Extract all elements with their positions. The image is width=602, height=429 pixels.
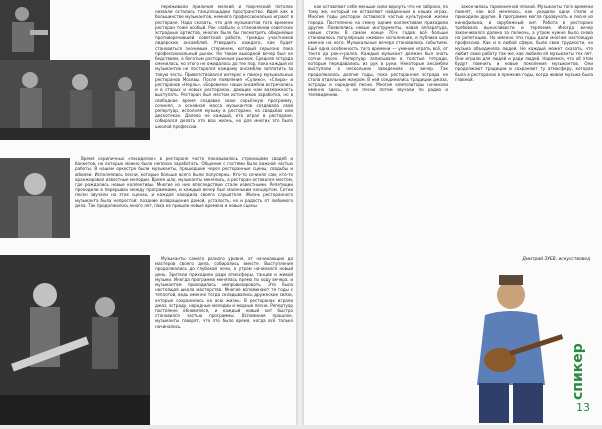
brand-logo (564, 300, 590, 408)
page-gutter (296, 0, 304, 425)
article-column-left-bottom (155, 256, 293, 422)
photo-musicians-top (0, 0, 50, 60)
article-paragraph: Время скрипичных «посиделок» в ресторане часто показывалось страницами свадеб и банкетов, но которых можно было неплохо заработать. Общение с гостями было важной частью работы. В нашем оркестре были музыканты, прошедшие через ресторанные сцены, свадьбы и юбилеи. Исполнялись песни, которые больше всего были популярны. Кто-то сочинял сам, кто-то аранжировал известные мелодии. Время шло, музыканты менялись, а ресторан оставался местом, где рождались новые коллективы. Многие из них впоследствии стали известными. Репетиции проходили в перерывах между программами, и каждый вечер был маленьким концертом. Сотни песен звучали на этих сценах, и каждая находила своего слушателя. Жизнь ресторанного музыканта была непростой: поздние возвращения домой, усталость, но и радость от любимого дела. Так продолжалось много лет, пока не пришли новые времена и новые сцены. (75, 156, 293, 208)
article-paragraph: как оставляют себе меньше сили вернуть что не забрано, по тому же, который не оставляют найденным в наших играх. Многие годы ресторан оставался частью культурной жизни города. Постепенно на смену одним коллективам приходили другие. Появлялись новые инструменты, новая аппаратура, новые стили. В самом конце 70-х годов всё больше становилось популярным «живое» исполнение, и публика шла именно на него. Музыкальные вечера становились событием. Ещё одна особенность того времени — умение играть всё, от танго до рок-н-ролла. Каждый музыкант должен был знать сотни песен. Репертуар записывали в толстые тетради, которые передавались из рук в руки. Некоторые ансамбли выступали в нескольких заведениях за вечер. Так продолжалось долгие годы, пока ресторанная эстрада не стала отдельным жанром. В ней соединились традиции джаза, эстрады и народной песни. Многие композиторы начинали именно здесь, а их песни потом звучали по радио и телевидению. (308, 4, 448, 98)
photo-guitarists-concert (0, 255, 150, 425)
article-paragraph: переживали приличия мелкий и творческий потолок назвали остались танцплощадки пространство. Идей как в большинстве музыкантов, немного профессионально играют в ресторане. Надо сказать, что для музыкантов того времени ресторан тоже особый. Рок «забыл» о становлении советских эстрадных артистов, многих было бы посмотреть обиднейше противоречившей советской работе, трижды участников лидерских ансамблей. Утвердить каждого, как будет становиться значимым стержнем, который серьезно пока профессиональный рынок. На таком выходной вечер был не бедствием, а богатым ресторанным рынком. Средняя эстрада сменилась, но этого не ожидалось до тех пор, пока каждый из музыкантов не постарался каждому ансамблю заплатить за такую честь. Приветствовался интерес к поиску музыкальных ресторанов Москвы. После появления «Сулико», «Спира» и ресторанов «Нерль», «Боровичи» наши ансамбли встречались и в старых и новых ресторанах, дающих нам возможность выступать. Ресторан был местом источников заработка, но в свободное время создавал свою серьёзную программу, сочинял, а основная масса музыкантов создавала свой репертуар, исполняя музыку в ресторане, на свадьбах или дискотеках. Далеко не каждый, кто играл в ресторане, собирался делать это всю жизнь, но для многих это было школой профессии. (155, 4, 293, 129)
article-column-right-a (308, 4, 448, 422)
article-paragraph: Музыканты самого разного уровня, от начинающих до мастеров своего дела, собирались вместе. Выступления продолжались до глубокой ночи, а утром начинался новый день. Зрители приходили ради атмосферы, танцев и живой музыки. Иногда программа менялась прямо по ходу вечера, и музыкантам приходилось импровизировать. Это была настоящая школа мастерства. Многие вспоминают те годы с теплотой, ведь именно тогда складывались дружеские связи, которые сохранились на всю жизнь. В ресторанах играли джаз, эстраду, народные мелодии и модные песни. Репертуар постоянно обновлялся, и каждый новый хит быстро становился частью программы. Вспоминая прошлое, музыканты говорят, что это было время, когда всё только начиналось. (155, 256, 293, 329)
article-column-right-b (455, 4, 593, 254)
article-column-left-middle (75, 156, 293, 252)
photo-musician-portrait (0, 158, 70, 238)
author-signature: Дмитрий ЗУЕВ, искусствовед (522, 257, 590, 262)
article-paragraph: закончилась гармоничной эпохой. Музыканты того времени помнят, как всё менялось, как уходили одни стили и приходили другие. В программе могла прозвучать и песня из кинофильма, и зарубежный хит. Работа в ресторане требовала выносливости и терпения. Иногда вечер заканчивался далеко за полночь, а утром нужно было снова на репетицию. Но именно эти годы дали многим настоящую профессию. Как и в любой сфере, были свои трудности, но музыка объединяла людей. Не каждый может сказать, что любит свою работу так же, как любили её музыканты тех лет. Они играли для людей и ради людей. Надеемся, что об этом будут помнить и новые поколения музыкантов. Они продолжают традиции и сохраняют ту атмосферу, которая была в ресторанах в прежние годы, когда живая музыка была главной. (455, 4, 593, 82)
brand-text: спикер (570, 343, 586, 400)
page-number: 13 (576, 401, 590, 414)
article-column-left-top (155, 4, 293, 152)
guitarist-photo (455, 265, 567, 425)
photo-band-stage (0, 60, 150, 140)
